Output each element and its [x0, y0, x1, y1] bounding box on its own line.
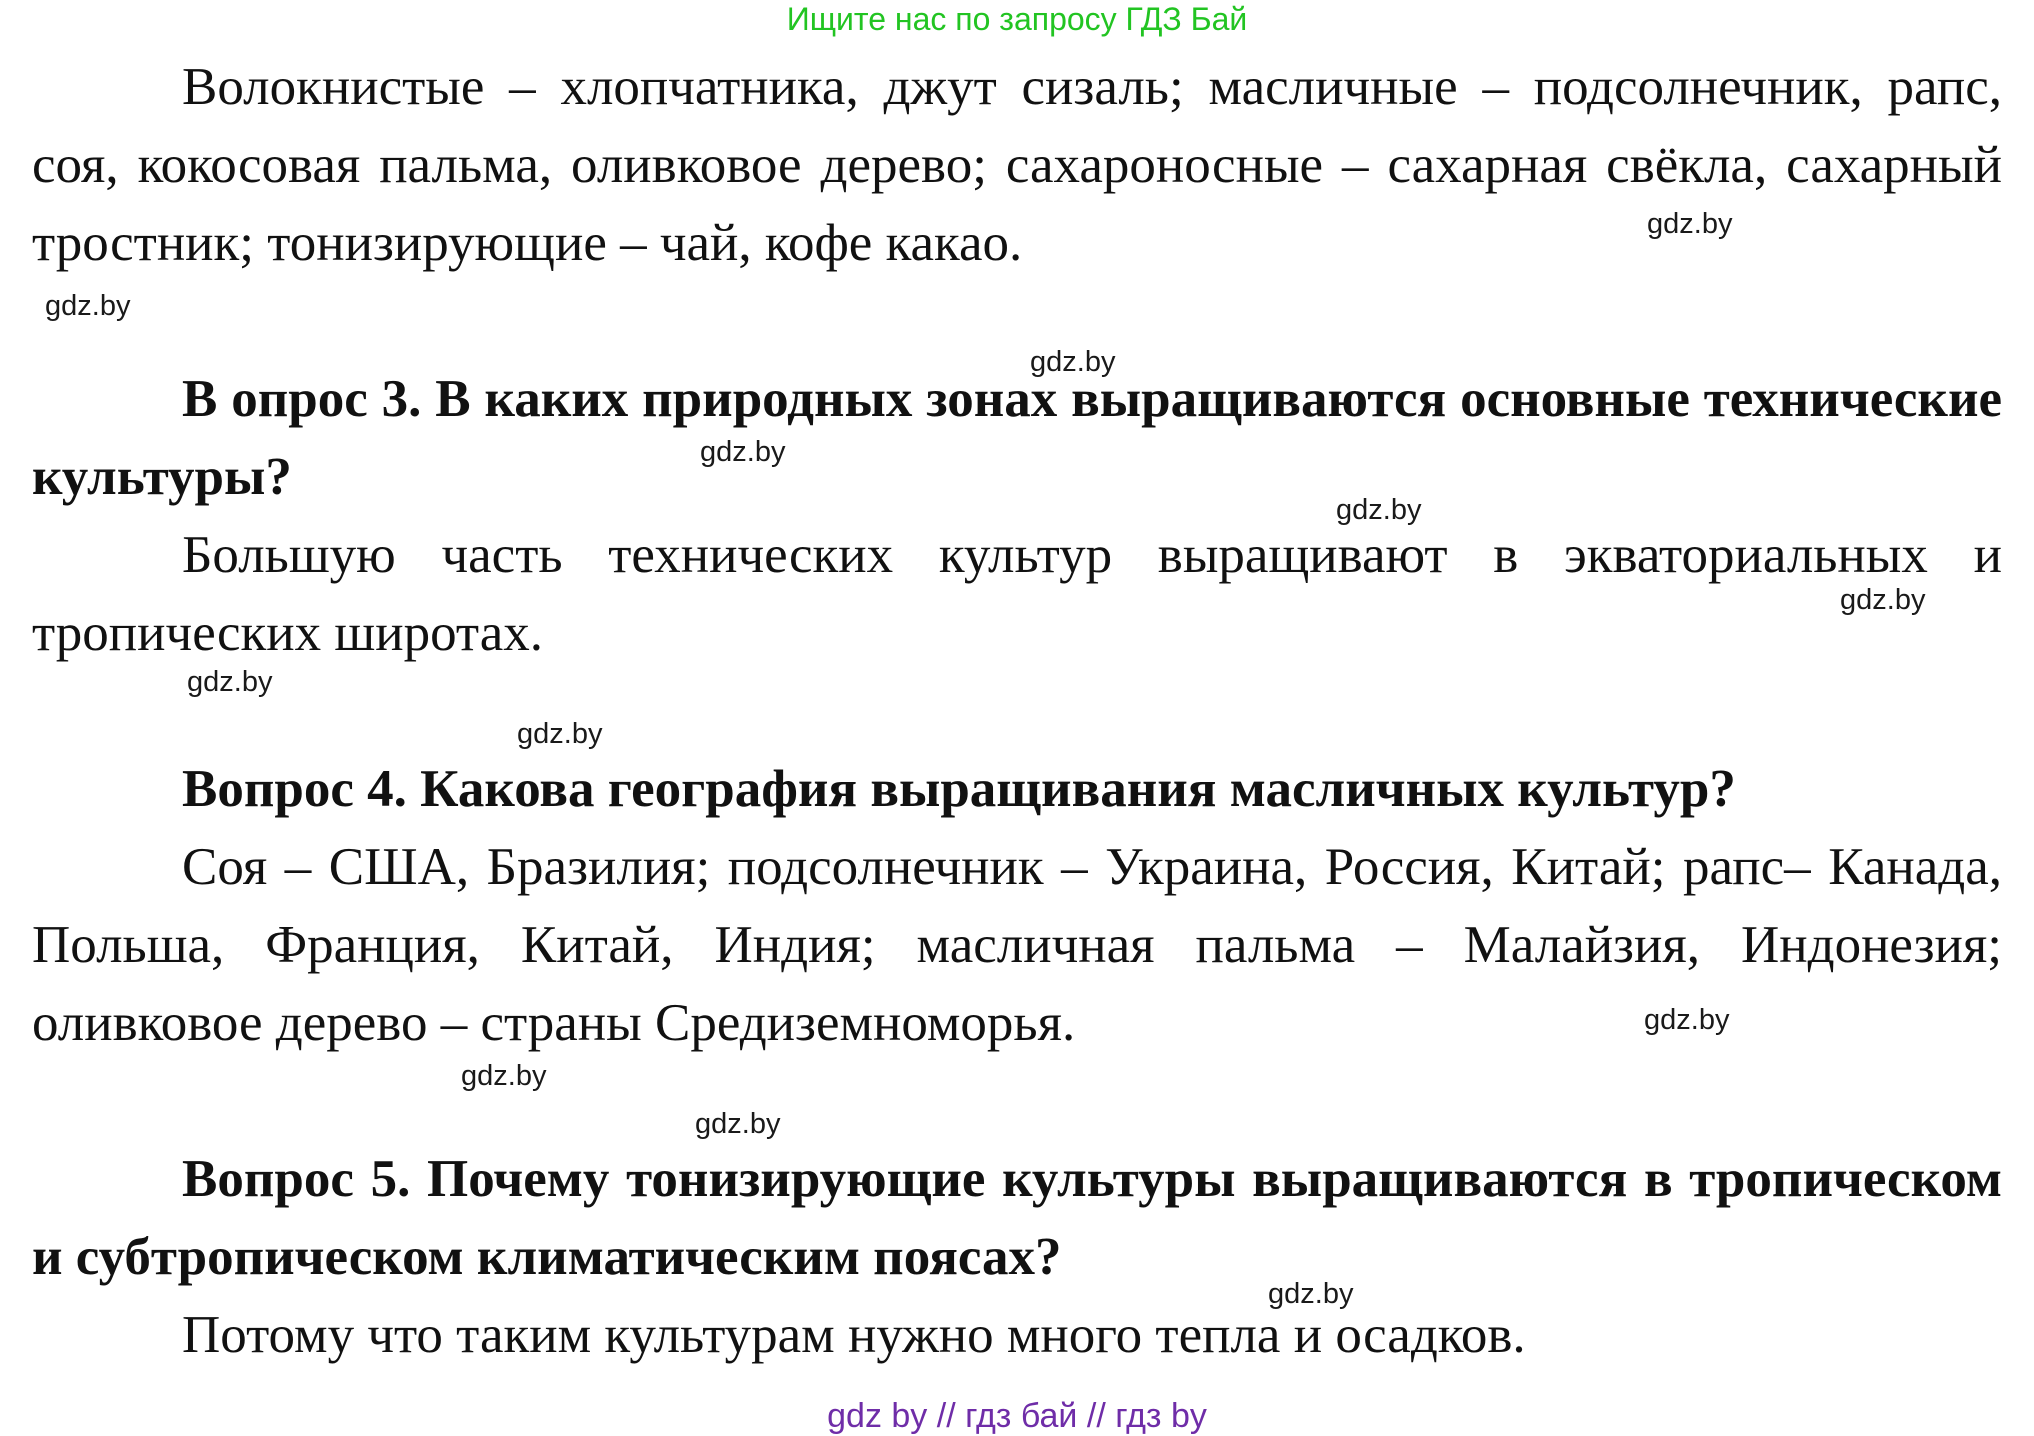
- watermark-label: gdz.by: [700, 436, 786, 468]
- watermark-label: gdz.by: [1647, 208, 1733, 240]
- question-5-heading: Вопрос 5. Почему тонизирующие культуры выращиваются в тропическом и субтропическом климатическим поясах?: [32, 1150, 2002, 1286]
- watermark-label: gdz.by: [517, 718, 603, 750]
- watermark-label: gdz.by: [1840, 584, 1926, 616]
- site-footer-links[interactable]: gdz by // гдз бай // гдз by: [827, 1397, 1207, 1435]
- watermark-label: gdz.by: [1030, 346, 1116, 378]
- watermark-label: gdz.by: [1644, 1004, 1730, 1036]
- question-4-heading: Вопрос 4. Какова география выращивания масличных культур?: [182, 760, 1736, 818]
- watermark-label: gdz.by: [461, 1060, 547, 1092]
- answer-paragraph-4: Соя – США, Бразилия; подсолнечник – Украина, Россия, Китай; рапс– Канада, Польша, Франция, Китай, Индия; масличная пальма – Малайзия, Индонезия; оливковое дерево – страны Средиземноморья.: [32, 838, 2002, 1052]
- question-3-heading: В опрос 3. В каких природных зонах выращиваются основные технические культуры?: [32, 370, 2002, 506]
- watermark-label: gdz.by: [1268, 1278, 1354, 1310]
- search-hint-banner: Ищите нас по запросу ГДЗ Бай: [786, 1, 1248, 37]
- answer-paragraph-5: Потому что таким культурам нужно много тепла и осадков.: [182, 1306, 1526, 1364]
- watermark-label: gdz.by: [695, 1108, 781, 1140]
- watermark-label: gdz.by: [187, 666, 273, 698]
- answer-paragraph-2: Волокнистые – хлопчатника, джут сизаль; масличные – подсолнечник, рапс, соя, кокосовая пальма, оливковое дерево; сахароносные – сахарная свёкла, сахарный тростник; тонизирующие – чай, кофе какао.: [32, 58, 2002, 272]
- watermark-label: gdz.by: [45, 290, 131, 322]
- watermark-label: gdz.by: [1336, 494, 1422, 526]
- answer-paragraph-3: Большую часть технических культур выращивают в экваториальных и тропических широтах.: [32, 526, 2002, 662]
